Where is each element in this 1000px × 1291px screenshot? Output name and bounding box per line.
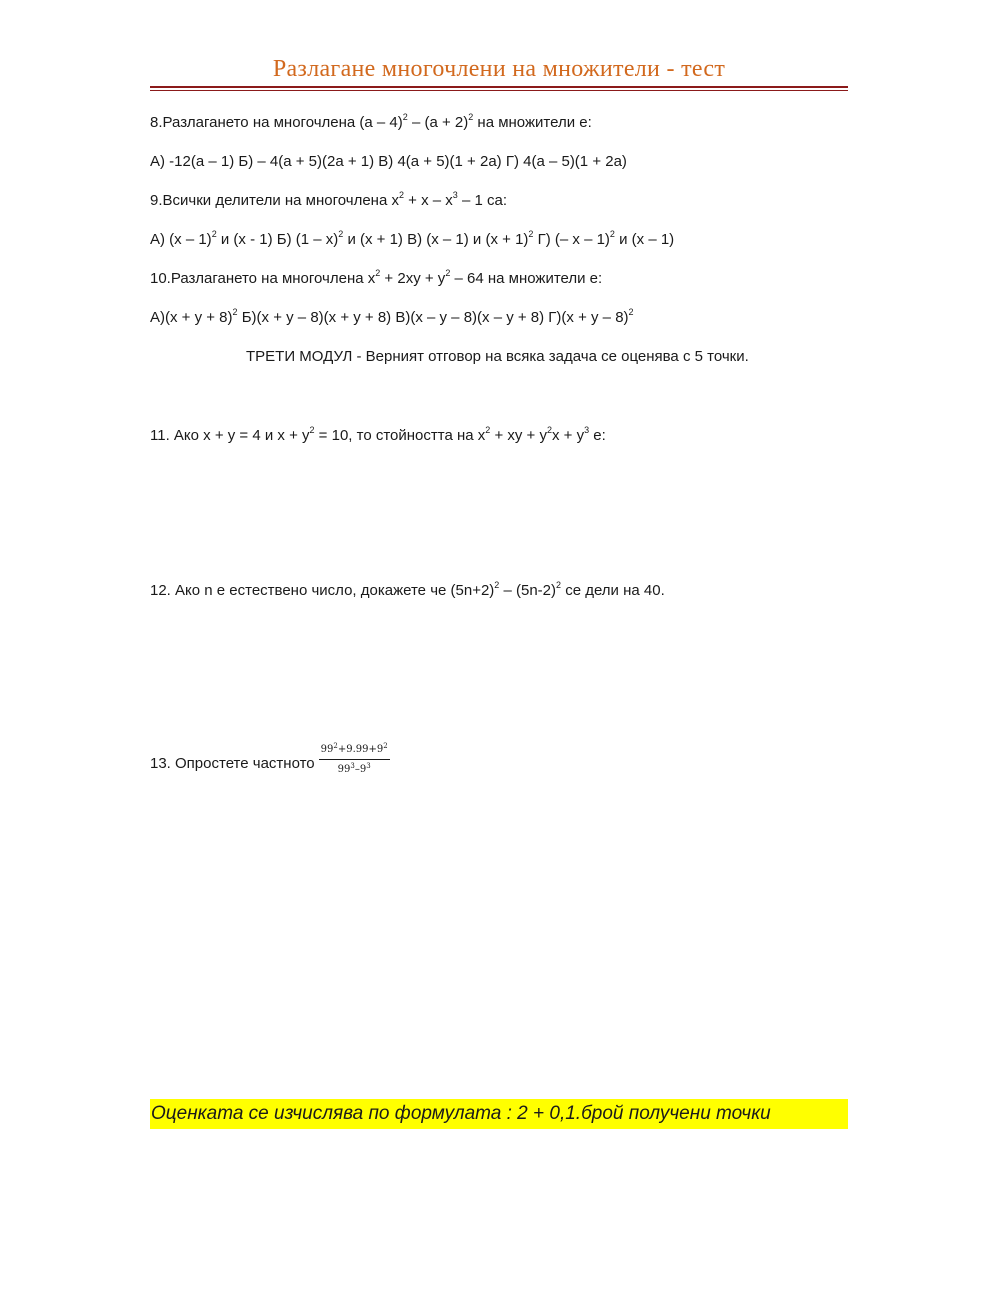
- question-9-answers: А) (x – 1)$^2$ и (x - 1) Б) (1 – x)$^2$ и (x + 1) В) (x – 1) и $(x + 1)^2$ Г) (– x – 1)$^2$ и (x – 1): [150, 229, 675, 248]
- title-rule-thin: [150, 90, 848, 91]
- question-9: 9.Всички делители на многочлена $x^2 + x - x^3 - 1$ са:: [150, 190, 507, 209]
- module-heading: ТРЕТИ МОДУЛ - Верният отговор на всяка задача се оценява с 5 точки.: [246, 348, 749, 365]
- question-13: 13. Опростете частното $\frac{99^2+9.99+9^2}{99^3-9^3}$: [150, 745, 390, 783]
- page-title: Разлагане многочлени на множители - тест: [272, 56, 726, 82]
- question-11: 11. Ако x + y = 4 и $x + y^2 = 10$, то стойността на $x^2$ + xy + $y^2x + y^3$ е:: [150, 425, 606, 444]
- fraction-numerator: $99^2+9.99+9^2$: [319, 741, 390, 760]
- question-10: 10.Разлагането на многочлена $x^2 + 2xy + y^2 - 64$ на множители е:: [150, 268, 603, 287]
- title-rule-thick: [150, 86, 848, 88]
- question-8-answers: А) -12(а – 1) Б) – 4(а + 5)(2а + 1) В) 4(а + 5)(1 + 2а) Г) 4(а – 5)(1 + 2а): [150, 153, 627, 170]
- fraction-expression: [319, 741, 390, 779]
- question-10-answers: $А)(x + y + 8)^2$ Б)(x + y – 8)(x + y + 8) В)(x – y – 8)(x – y + 8) $Г)(x + y - 8)^2$: [150, 307, 634, 326]
- fraction-denominator: $99^3-9^3$: [337, 762, 371, 775]
- question-12: 12. Ако n е естествено число, докажете че $(5n+2)^2 - (5n-2)^2$ се дели на 40.: [150, 580, 665, 599]
- grading-formula-text: Оценката се изчислява по формулата : 2 + 0,1.брой получени точки: [151, 1103, 771, 1124]
- grading-formula-banner: [150, 1099, 848, 1129]
- question-8: 8.Разлагането на многочлена $(а - 4)^2 - (а + 2)^2$ на множители е:: [150, 112, 592, 131]
